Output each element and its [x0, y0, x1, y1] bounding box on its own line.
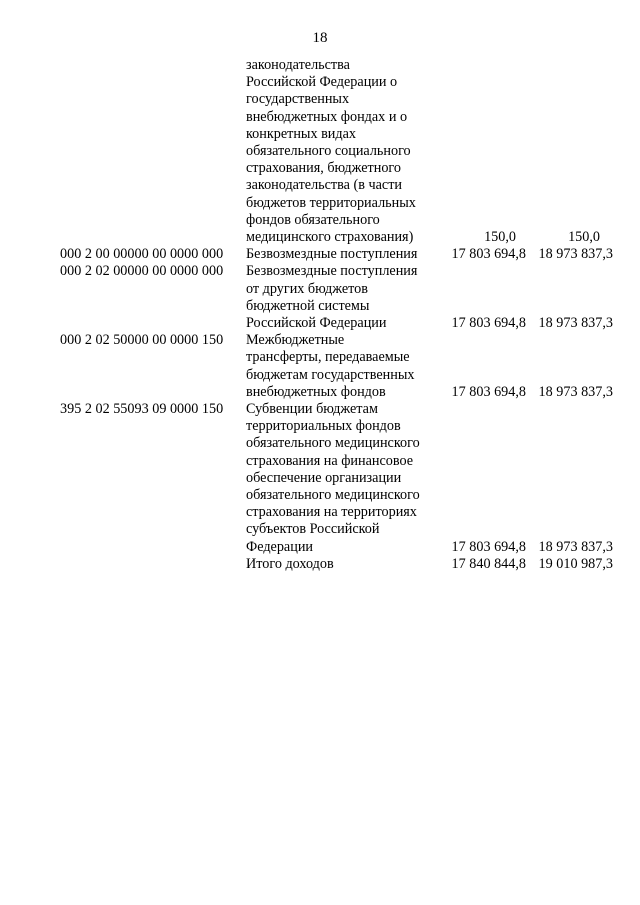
- row-value-1: 17 803 694,8: [451, 383, 526, 400]
- row-description: Субвенции бюджетам территориальных фондов обязательного медицинского страхования на финансовое обеспечение организации обязательного медицинского страхования на территориях субъектов Российской Федерации: [246, 401, 420, 555]
- table-row: [60, 332, 620, 401]
- row-code: 000 2 02 50000 00 0000 150: [60, 332, 224, 349]
- row-value-1: 17 803 694,8: [451, 315, 526, 332]
- table-row: [60, 263, 620, 332]
- row-code: 395 2 02 55093 09 0000 150: [60, 401, 224, 418]
- row-value-1: 17 840 844,8: [451, 555, 526, 572]
- row-value-1: 17 803 694,8: [451, 538, 526, 555]
- row-value-1: 150,0: [484, 229, 516, 246]
- row-value-2: 18 973 837,3: [538, 538, 613, 555]
- row-value-2: 18 973 837,3: [538, 246, 613, 263]
- table-row-total: [60, 556, 620, 573]
- row-value-2: 150,0: [568, 229, 600, 246]
- row-description: Итого доходов: [246, 555, 334, 572]
- table-row: [60, 57, 620, 246]
- row-description: Безвозмездные поступления: [246, 246, 418, 263]
- row-description: Безвозмездные поступления от других бюджетов бюджетной системы Российской Федерации: [246, 263, 418, 332]
- row-code: 000 2 02 00000 00 0000 000: [60, 263, 224, 280]
- row-code: 000 2 00 00000 00 0000 000: [60, 246, 224, 263]
- page-number: 18: [312, 30, 328, 46]
- row-value-1: 17 803 694,8: [451, 246, 526, 263]
- row-value-2: 19 010 987,3: [538, 555, 613, 572]
- row-value-2: 18 973 837,3: [538, 383, 613, 400]
- table-row: [60, 246, 620, 263]
- revenue-table: [60, 57, 620, 573]
- row-description: Межбюджетные трансферты, передаваемые бюджетам государственных внебюджетных фондов: [246, 332, 415, 400]
- table-row: [60, 401, 620, 556]
- row-value-2: 18 973 837,3: [538, 315, 613, 332]
- row-description: законодательства Российской Федерации о государственных внебюджетных фондах и о конкретных видах обязательного социального страхования, бюджетного законодательства (в части бюджетов территориальных фондов обязательного медицинского страхования): [246, 57, 416, 246]
